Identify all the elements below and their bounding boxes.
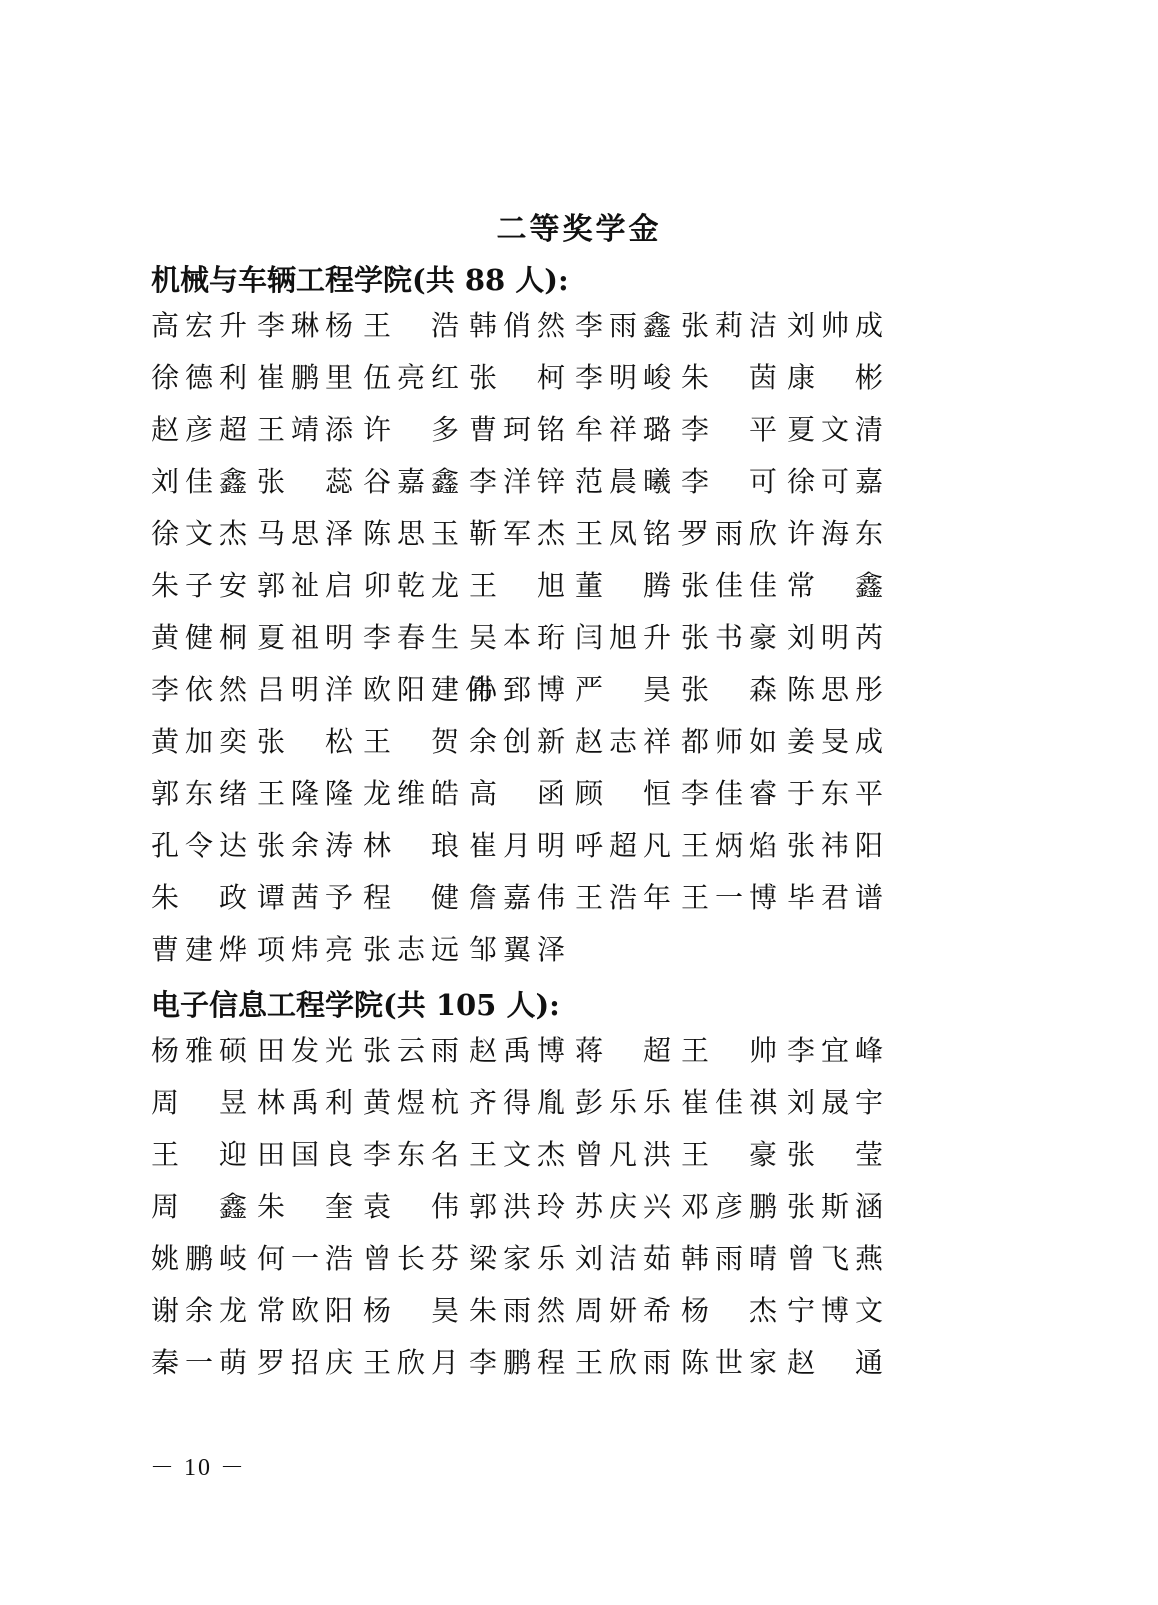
student-name: 韩雨晴	[681, 1242, 784, 1275]
name-row	[151, 1129, 931, 1181]
section-heading: 机械与车辆工程学院(共 88 人):	[151, 263, 569, 297]
student-name: 陈思玉	[363, 517, 466, 550]
student-name: 张佳佳	[681, 569, 784, 602]
student-name: 许海东	[787, 517, 890, 550]
name-row	[151, 508, 931, 560]
student-name: 郭洪玲	[469, 1190, 572, 1223]
student-name: 李宜峰	[787, 1034, 890, 1067]
student-name: 曾长芬	[363, 1242, 466, 1275]
student-name: 李鹏程	[469, 1346, 572, 1379]
student-name: 杨 杰	[681, 1294, 784, 1327]
student-name: 杨雅硕	[151, 1034, 254, 1067]
student-name: 韩俏然	[469, 309, 572, 342]
student-name: 杨 昊	[363, 1294, 466, 1327]
student-name: 高 函	[469, 777, 572, 810]
student-name: 姜旻成	[787, 725, 890, 758]
student-name: 刘帅成	[787, 309, 890, 342]
name-row	[151, 1233, 931, 1285]
page-title: 二等奖学金	[496, 212, 662, 247]
student-name: 曹建烨	[151, 933, 254, 966]
student-name: 张志远	[363, 933, 466, 966]
student-name: 张 松	[257, 725, 360, 758]
student-name: 詹嘉伟	[469, 881, 572, 914]
student-name: 卯乾龙	[363, 569, 466, 602]
student-name: 李雨鑫	[575, 309, 678, 342]
student-name: 苏庆兴	[575, 1190, 678, 1223]
student-name: 崔鹏里	[257, 361, 360, 394]
student-name: 许 多	[363, 413, 466, 446]
name-list	[151, 300, 931, 976]
name-row	[151, 1337, 931, 1389]
name-row	[151, 352, 931, 404]
student-name: 陈思彤	[787, 673, 890, 706]
student-name: 曹珂铭	[469, 413, 572, 446]
student-name: 牟祥璐	[575, 413, 678, 446]
student-name: 康 彬	[787, 361, 890, 394]
student-name: 徐文杰	[151, 517, 254, 550]
student-name: 齐得胤	[469, 1086, 572, 1119]
student-name: 张 森	[681, 673, 784, 706]
college-section-electronic	[151, 985, 931, 1389]
student-name: 林 琅	[363, 829, 466, 862]
name-row	[151, 404, 931, 456]
student-name: 严 昊	[575, 673, 678, 706]
student-name: 余创新	[469, 725, 572, 758]
student-name: 吴本珩	[469, 621, 572, 654]
student-name: 张祎阳	[787, 829, 890, 862]
student-name: 范晨曦	[575, 465, 678, 498]
student-name: 王炳焰	[681, 829, 784, 862]
student-name: 郭东绪	[151, 777, 254, 810]
student-name: 李春生	[363, 621, 466, 654]
student-name: 王 豪	[681, 1138, 784, 1171]
student-name: 李明峻	[575, 361, 678, 394]
student-name: 林禹利	[257, 1086, 360, 1119]
student-name: 李 平	[681, 413, 784, 446]
student-name: 袁 伟	[363, 1190, 466, 1223]
student-name: 邹翼泽	[469, 933, 572, 966]
student-name: 崔佳祺	[681, 1086, 784, 1119]
student-name: 朱 政	[151, 881, 254, 914]
college-section-mechanical	[151, 260, 931, 976]
student-name: 王 旭	[469, 569, 572, 602]
student-name: 于东平	[787, 777, 890, 810]
name-row	[151, 820, 931, 872]
student-name: 周妍希	[575, 1294, 678, 1327]
name-row	[151, 1181, 931, 1233]
student-name: 王欣月	[363, 1346, 466, 1379]
name-row	[151, 872, 931, 924]
student-name: 张斯涵	[787, 1190, 890, 1223]
student-name: 陈世家	[681, 1346, 784, 1379]
student-name: 谷嘉鑫	[363, 465, 466, 498]
student-name: 龙维皓	[363, 777, 466, 810]
student-name: 谭茜予	[257, 881, 360, 914]
student-name: 赵志祥	[575, 725, 678, 758]
student-name: 何一浩	[257, 1242, 360, 1275]
student-name: 程 健	[363, 881, 466, 914]
name-list	[151, 1025, 931, 1389]
student-name: 田国良	[257, 1138, 360, 1171]
student-name: 王 迎	[151, 1138, 254, 1171]
student-name: 张 莹	[787, 1138, 890, 1171]
student-name: 彭乐乐	[575, 1086, 678, 1119]
student-name: 王一博	[681, 881, 784, 914]
student-name: 刘洁茹	[575, 1242, 678, 1275]
name-row	[151, 1077, 931, 1129]
student-name: 刘晟宇	[787, 1086, 890, 1119]
student-name: 赵禹博	[469, 1034, 572, 1067]
student-name: 李洋锌	[469, 465, 572, 498]
student-name: 蒋 超	[575, 1034, 678, 1067]
name-row	[151, 300, 931, 352]
student-name: 张 柯	[469, 361, 572, 394]
student-name: 王凤铭一	[575, 517, 712, 550]
student-name: 张余涛	[257, 829, 360, 862]
student-name: 刘明芮	[787, 621, 890, 654]
student-name: 朱子安	[151, 569, 254, 602]
name-row	[151, 612, 931, 664]
student-name: 崔月明	[469, 829, 572, 862]
student-name: 顾 恒	[575, 777, 678, 810]
page-number: － 10 －	[150, 1455, 246, 1481]
name-row	[151, 456, 931, 508]
name-row	[151, 664, 931, 716]
student-name: 孙郅博	[469, 673, 572, 706]
student-name: 李 可	[681, 465, 784, 498]
name-row	[151, 716, 931, 768]
student-name: 朱 奎	[257, 1190, 360, 1223]
student-name: 闫旭升	[575, 621, 678, 654]
name-row	[151, 1285, 931, 1337]
student-name: 徐可嘉	[787, 465, 890, 498]
student-name: 张 蕊	[257, 465, 360, 498]
student-name: 李东名	[363, 1138, 466, 1171]
student-name: 夏文清	[787, 413, 890, 446]
student-name: 孔令达	[151, 829, 254, 862]
student-name: 黄煜杭	[363, 1086, 466, 1119]
student-name: 宁博文	[787, 1294, 890, 1327]
student-name: 李琳杨	[257, 309, 360, 342]
section-heading: 电子信息工程学院(共 105 人):	[151, 988, 560, 1022]
student-name: 呼超凡	[575, 829, 678, 862]
student-name: 谢余龙	[151, 1294, 254, 1327]
student-name: 王文杰	[469, 1138, 572, 1171]
student-name: 郭祉启	[257, 569, 360, 602]
student-name: 吕明洋	[257, 673, 360, 706]
name-row	[151, 924, 931, 976]
student-name: 王隆隆	[257, 777, 360, 810]
student-name: 靳军杰	[469, 517, 572, 550]
student-name: 罗雨欣	[681, 517, 784, 550]
student-name: 都师如	[681, 725, 784, 758]
student-name: 周 鑫	[151, 1190, 254, 1223]
student-name: 夏祖明	[257, 621, 360, 654]
name-row	[151, 768, 931, 820]
student-name: 秦一萌	[151, 1346, 254, 1379]
student-name: 王欣雨	[575, 1346, 678, 1379]
student-name: 曾飞燕	[787, 1242, 890, 1275]
student-name: 王靖添	[257, 413, 360, 446]
student-name: 李佳睿	[681, 777, 784, 810]
student-name: 王 浩	[363, 309, 466, 342]
student-name: 黄加奕	[151, 725, 254, 758]
student-name: 黄健桐	[151, 621, 254, 654]
student-name: 梁家乐	[469, 1242, 572, 1275]
student-name: 董 腾	[575, 569, 678, 602]
student-name: 高宏升	[151, 309, 254, 342]
student-name: 姚鹏岐	[151, 1242, 254, 1275]
student-name: 朱 茵	[681, 361, 784, 394]
student-name: 刘佳鑫	[151, 465, 254, 498]
student-name: 田发光	[257, 1034, 360, 1067]
student-name: 常 鑫	[787, 569, 890, 602]
student-name: 赵彦超	[151, 413, 254, 446]
name-row	[151, 1025, 931, 1077]
student-name: 王浩年	[575, 881, 678, 914]
name-row	[151, 560, 931, 612]
student-name: 曾凡洪	[575, 1138, 678, 1171]
student-name: 毕君谱	[787, 881, 890, 914]
student-name: 张云雨	[363, 1034, 466, 1067]
student-name: 邓彦鹏	[681, 1190, 784, 1223]
student-name: 罗招庆	[257, 1346, 360, 1379]
student-name: 王 贺	[363, 725, 466, 758]
student-name: 李依然	[151, 673, 254, 706]
student-name: 赵 通	[787, 1346, 890, 1379]
student-name: 张书豪	[681, 621, 784, 654]
student-name: 马思泽	[257, 517, 360, 550]
student-name: 徐德利	[151, 361, 254, 394]
student-name: 王 帅	[681, 1034, 784, 1067]
student-name: 朱雨然	[469, 1294, 572, 1327]
student-name: 欧阳建伟	[363, 673, 500, 706]
student-name: 项炜亮	[257, 933, 360, 966]
student-name: 周 昱	[151, 1086, 254, 1119]
student-name: 张莉洁	[681, 309, 784, 342]
student-name: 常欧阳	[257, 1294, 360, 1327]
student-name: 伍亮红	[363, 361, 466, 394]
